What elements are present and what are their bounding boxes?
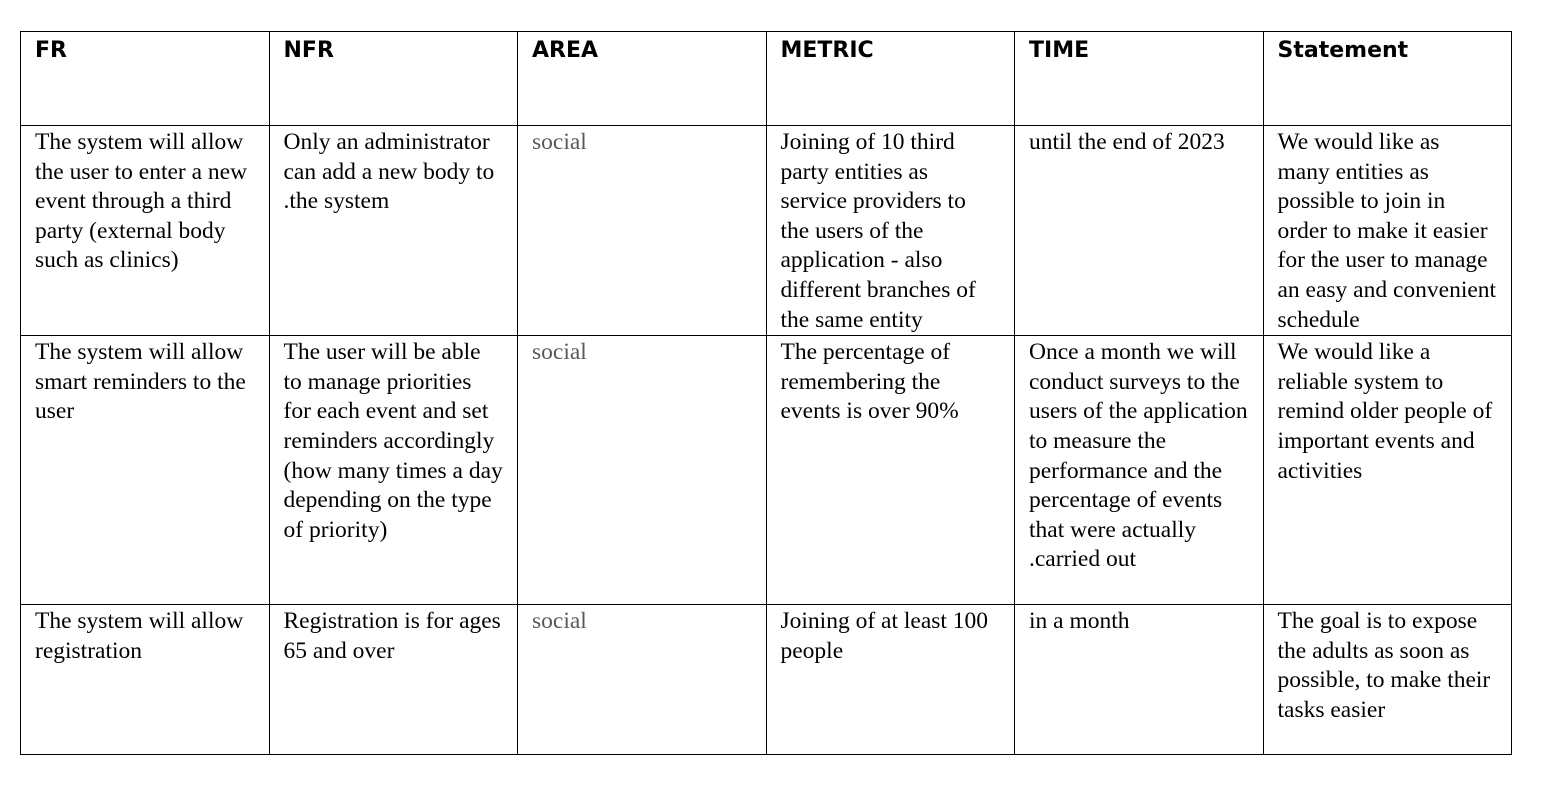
cell-time: in a month — [1015, 605, 1264, 755]
cell-fr: The system will allow the user to enter a new event through a third party (external body such as clinics) — [21, 126, 270, 336]
header-statement: Statement — [1263, 32, 1512, 126]
cell-statement: We would like as many entities as possible to join in order to make it easier for the user to manage an easy and convenient schedule — [1263, 126, 1512, 336]
cell-metric: The percentage of remembering the events is over 90% — [766, 336, 1015, 605]
cell-time: Once a month we will conduct surveys to the users of the application to measure the performance and the percentage of events that were actually .carried out — [1015, 336, 1264, 605]
cell-fr: The system will allow smart reminders to the user — [21, 336, 270, 605]
cell-nfr: Registration is for ages 65 and over — [269, 605, 518, 755]
cell-area: social — [518, 126, 767, 336]
cell-time: until the end of 2023 — [1015, 126, 1264, 336]
requirements-table — [20, 31, 1512, 755]
table-row — [21, 126, 1512, 336]
cell-metric: Joining of at least 100 people — [766, 605, 1015, 755]
header-time: TIME — [1015, 32, 1264, 126]
cell-area: social — [518, 336, 767, 605]
header-row — [21, 32, 1512, 126]
cell-fr: The system will allow registration — [21, 605, 270, 755]
header-area: AREA — [518, 32, 767, 126]
cell-statement: We would like a reliable system to remind older people of important events and activities — [1263, 336, 1512, 605]
cell-statement: The goal is to expose the adults as soon as possible, to make their tasks easier — [1263, 605, 1512, 755]
table-row — [21, 336, 1512, 605]
cell-area: social — [518, 605, 767, 755]
header-nfr: NFR — [269, 32, 518, 126]
cell-nfr: The user will be able to manage priorities for each event and set reminders accordingly (how many times a day depending on the type of priority) — [269, 336, 518, 605]
header-metric: METRIC — [766, 32, 1015, 126]
cell-nfr: Only an administrator can add a new body to .the system — [269, 126, 518, 336]
table-row — [21, 605, 1512, 755]
header-fr: FR — [21, 32, 270, 126]
cell-metric: Joining of 10 third party entities as service providers to the users of the application - also different branches of the same entity — [766, 126, 1015, 336]
